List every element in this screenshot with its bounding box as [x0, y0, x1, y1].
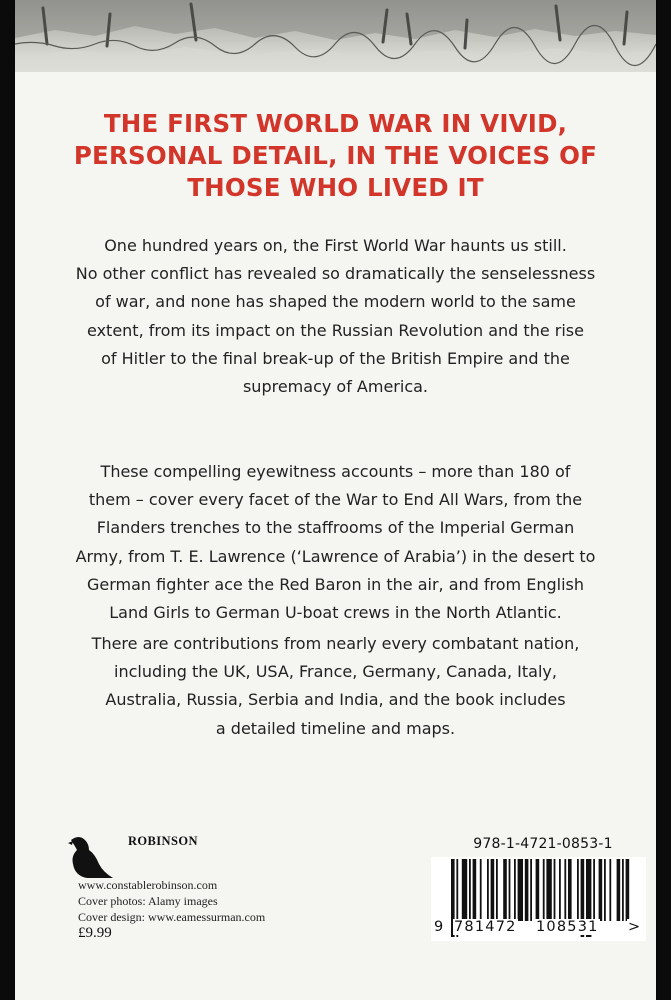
- barcode-lead-digit: 9: [434, 919, 444, 935]
- headline-line: THOSE WHO LIVED IT: [187, 173, 484, 202]
- blurb-line: of war, and none has shaped the modern world to the same: [95, 292, 576, 312]
- barcode-bar: [609, 859, 611, 921]
- blurb-line: supremacy of America.: [242, 377, 429, 397]
- blurb-line: extent, from its impact on the Russian Revolution and the rise: [87, 320, 584, 340]
- blurb-line: of Hitler to the final break-up of the British Empire and the: [101, 348, 570, 368]
- barcode-right-digits: 108531: [536, 919, 599, 935]
- blurb-line: These compelling eyewitness accounts – more than 180 of: [100, 462, 571, 481]
- barcode-bar: [559, 859, 561, 921]
- blurb-paragraph-3: [35, 630, 636, 743]
- blurb-line: There are contributions from nearly every combatant nation,: [91, 634, 580, 653]
- barcode-bar: [593, 859, 595, 921]
- book-back-cover: [15, 0, 656, 1000]
- barcode-bar: [604, 859, 606, 921]
- barcode-bar: [626, 859, 630, 921]
- barcode-bar: [496, 859, 498, 921]
- barcode-bar: [546, 859, 551, 921]
- cover-design-credit: Cover design: www.eamessurman.com: [78, 910, 266, 924]
- barcode-bar: [568, 859, 572, 921]
- barcode-left-digits: 781472: [454, 919, 517, 935]
- blurb-paragraph-1: [35, 232, 636, 401]
- barcode-bar: [530, 859, 532, 921]
- headline-line: THE FIRST WORLD WAR IN VIVID,: [103, 109, 568, 138]
- blurb-paragraph-2: [35, 458, 636, 627]
- barcode-digits: [431, 917, 646, 939]
- cover-photos-credit: Cover photos: Alamy images: [78, 894, 218, 908]
- barcode-bar: [503, 859, 507, 921]
- blurb-line: Land Girls to German U-boat crews in the North Atlantic.: [109, 603, 562, 623]
- blurb-line: Flanders trenches to the staffrooms of the Imperial German: [96, 518, 575, 538]
- publisher-logo: [65, 828, 198, 878]
- bird-icon: [65, 834, 115, 880]
- barcode-arrow: >: [628, 919, 641, 935]
- publisher-name: ROBINSON: [128, 834, 198, 848]
- headline: [35, 108, 636, 204]
- barcode-bar: [473, 859, 477, 921]
- barcode-bar: [487, 859, 489, 921]
- price: £9.99: [78, 925, 112, 941]
- blurb-line: them – cover every facet of the War to End All Wars, from the: [88, 490, 583, 510]
- barcode-bar: [525, 859, 529, 921]
- isbn-number: 978-1-4721-0853-1: [473, 836, 613, 852]
- blurb-line: a detailed timeline and maps.: [215, 718, 456, 738]
- barcode-bar: [554, 859, 556, 921]
- barcode-bar: [617, 859, 621, 921]
- barcode-bar: [543, 859, 545, 921]
- blurb-line: One hundred years on, the First World War haunts us still.: [104, 236, 567, 255]
- cover-credits: [78, 877, 338, 925]
- publisher-website: www.constablerobinson.com: [78, 878, 218, 892]
- blurb-line: Army, from T. E. Lawrence (‘Lawrence of Arabia’) in the desert to: [75, 546, 596, 566]
- battlefield-photo: [15, 0, 656, 72]
- barcode-bar: [599, 859, 603, 921]
- barcode-bar: [491, 859, 495, 921]
- barcode-bar: [469, 859, 471, 921]
- blurb-line: Australia, Russia, Serbia and India, and the book includes: [105, 690, 566, 710]
- barcode-bar: [509, 859, 511, 921]
- barcode-bar: [536, 859, 540, 921]
- blurb-line: German fighter ace the Red Baron in the air, and from English: [87, 574, 584, 594]
- blurb-line: No other conflict has revealed so dramatically the senselessness: [75, 264, 596, 284]
- barcode-bar: [514, 859, 516, 921]
- barcode-bar: [564, 859, 566, 921]
- barcode-bar: [577, 859, 579, 921]
- barcode-bar: [622, 859, 624, 921]
- barcode-bar: [480, 859, 482, 921]
- blurb-line: including the UK, USA, France, Germany, Canada, Italy,: [114, 662, 557, 682]
- barcode-bar: [518, 859, 523, 921]
- headline-line: PERSONAL DETAIL, IN THE VOICES OF: [73, 141, 598, 170]
- barcode-bar: [462, 859, 467, 921]
- battlefield-photo-strip: [15, 0, 656, 72]
